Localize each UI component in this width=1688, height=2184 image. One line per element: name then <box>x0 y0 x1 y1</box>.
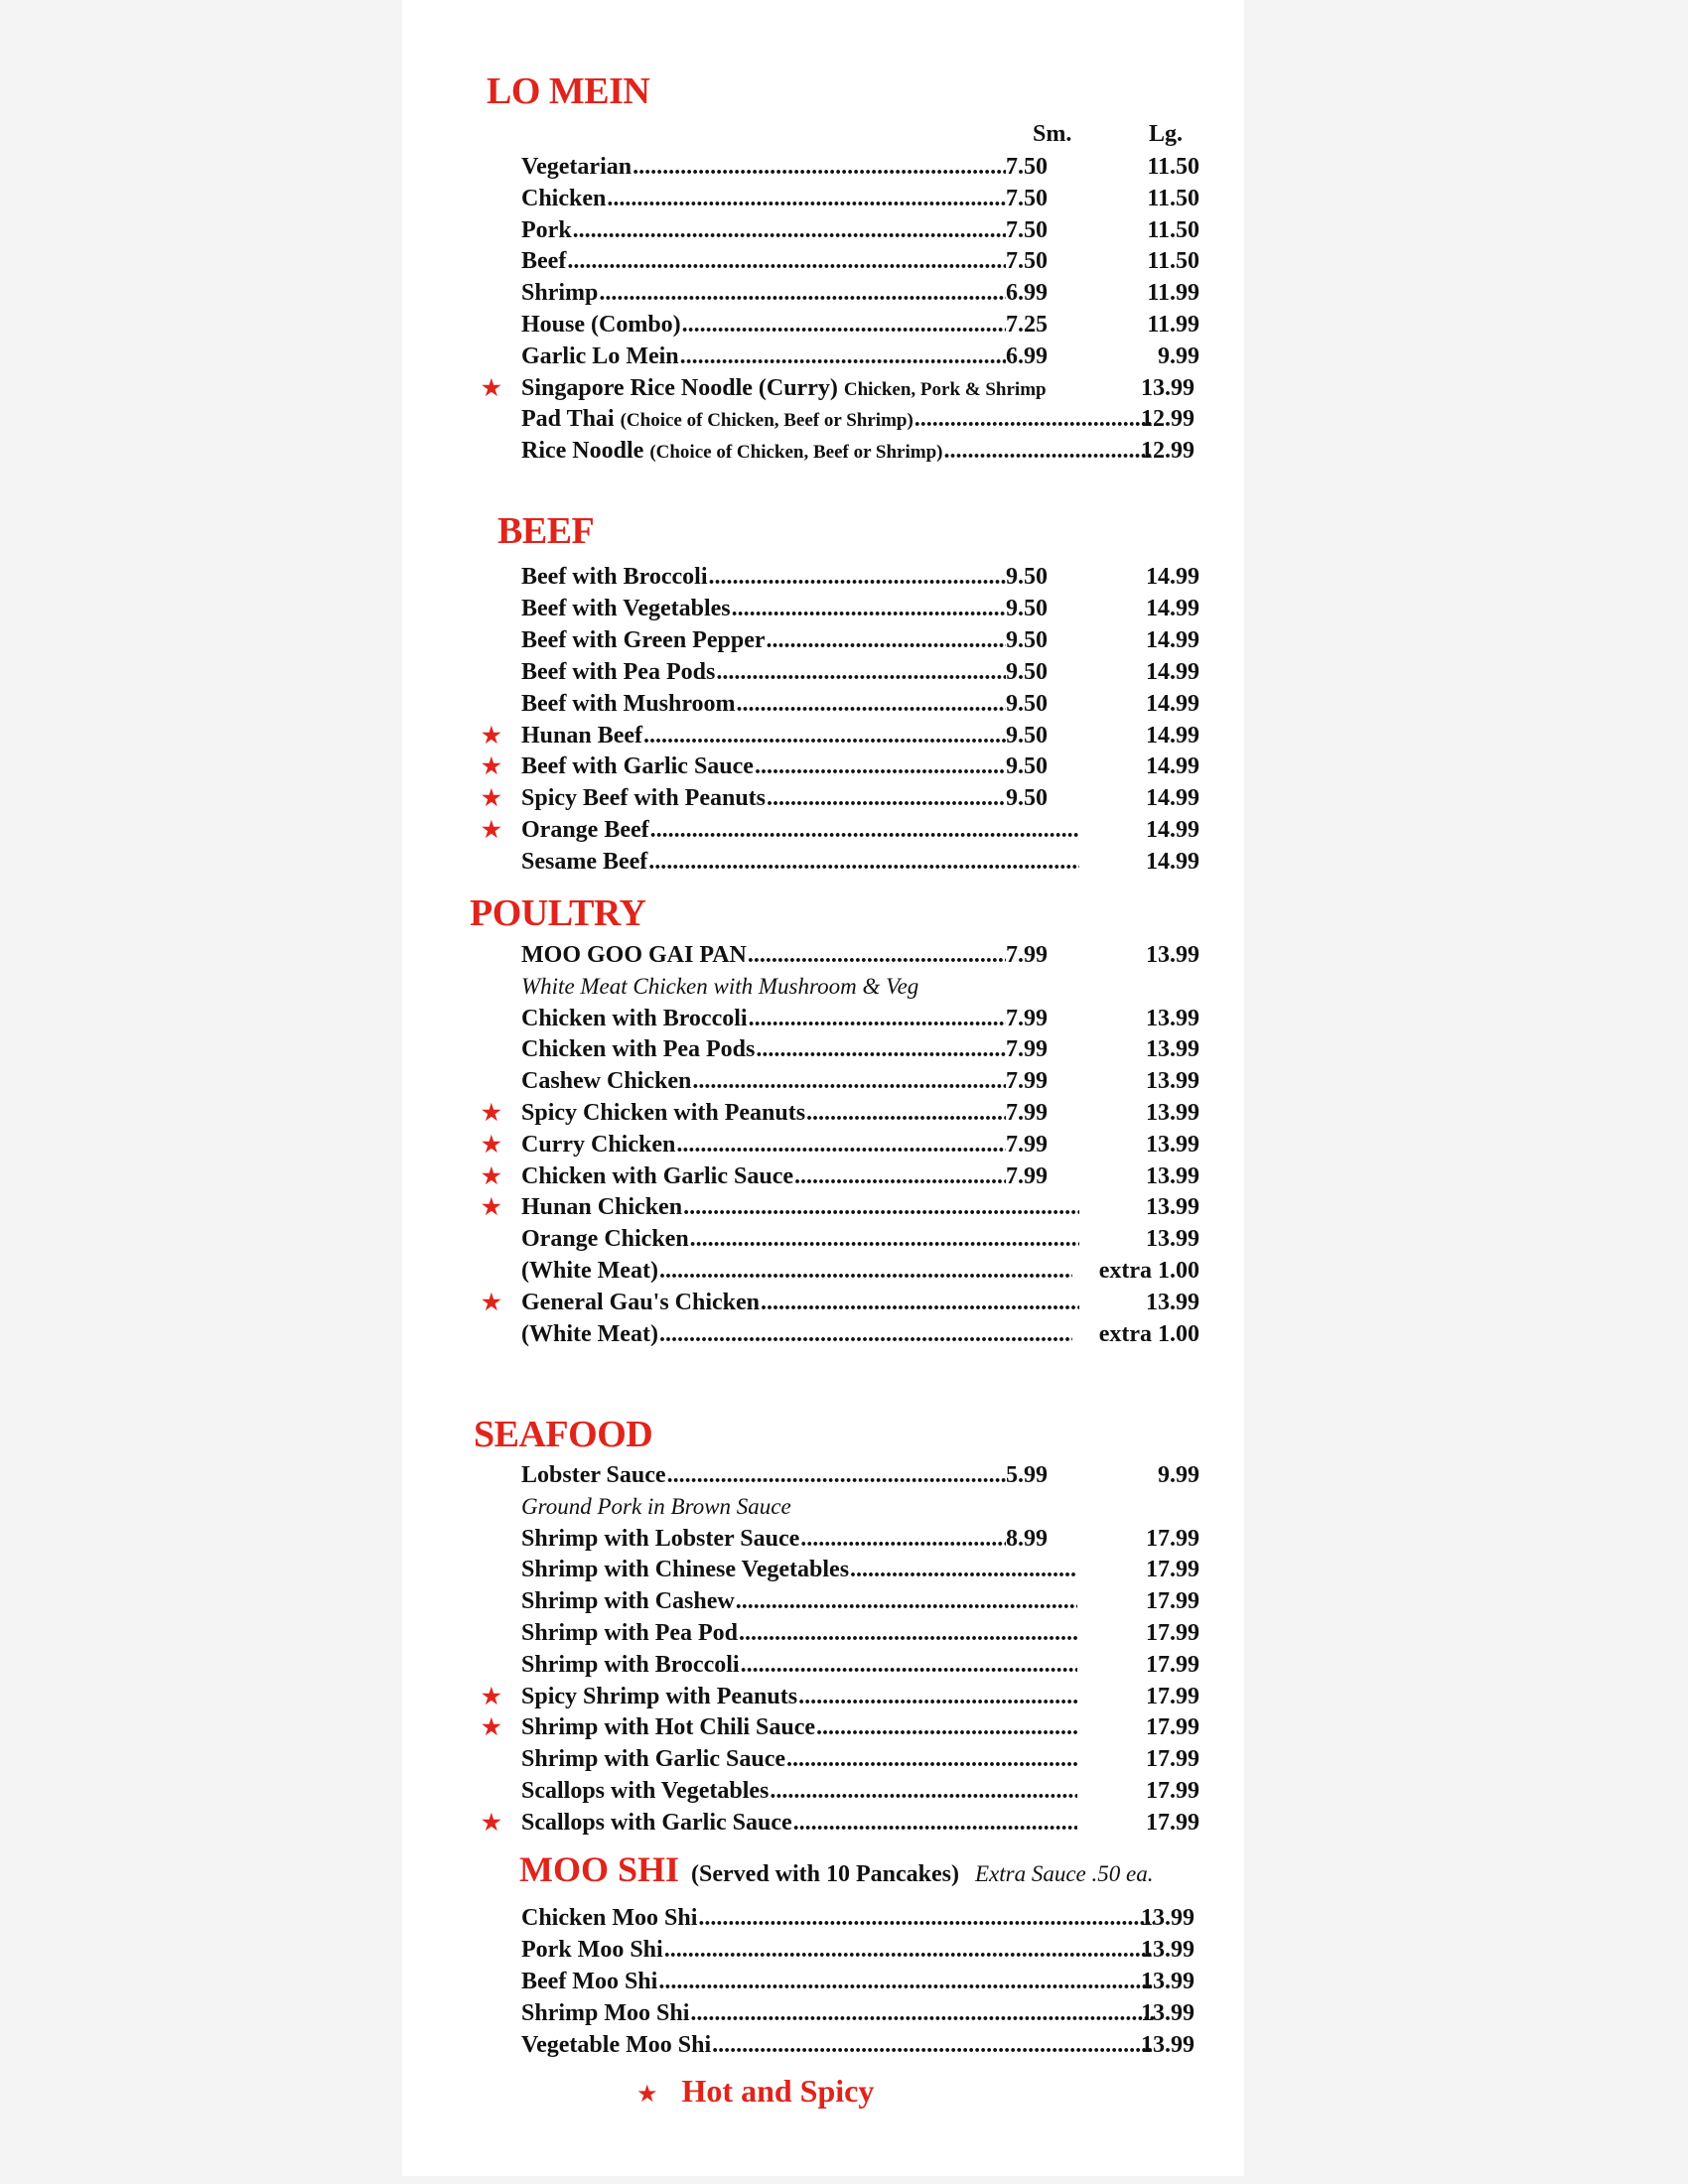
item-name: Chicken Moo Shi <box>521 1905 698 1931</box>
menu-item <box>402 245 1244 277</box>
item-name: Shrimp with Broccoli <box>521 1651 740 1678</box>
menu-item <box>402 183 1244 214</box>
price-large: extra 1.00 <box>1098 1258 1199 1284</box>
dot-leader <box>748 939 1006 971</box>
menu-item <box>402 309 1244 341</box>
item-leader <box>521 782 1048 814</box>
price-large: 9.99 <box>1158 1462 1199 1488</box>
price-small: 7.99 <box>1006 942 1048 968</box>
price-large: 13.99 <box>1146 1289 1199 1315</box>
item-name: Beef Moo Shi <box>521 1968 658 1994</box>
dot-leader <box>573 214 1006 246</box>
item-leader <box>521 1065 1048 1097</box>
item-leader <box>521 1807 1077 1839</box>
item-name: Shrimp with Cashew <box>521 1588 735 1615</box>
dot-leader <box>806 1097 1006 1129</box>
column-header-small: Sm. <box>1033 121 1072 147</box>
price-small: 9.50 <box>1006 753 1048 780</box>
price-small: 7.50 <box>1006 154 1048 180</box>
dot-leader <box>698 1902 1154 1934</box>
dot-leader <box>786 1743 1077 1775</box>
item-name: Shrimp with Lobster Sauce <box>521 1525 800 1552</box>
item-name: Pork Moo Shi <box>521 1936 663 1963</box>
dot-leader <box>794 1160 1006 1192</box>
item-leader <box>521 624 1048 656</box>
price-large: 11.50 <box>1147 185 1199 211</box>
price-large: 13.99 <box>1141 1905 1195 1931</box>
dot-leader <box>664 1934 1154 1966</box>
menu-item <box>402 939 1244 971</box>
menu-item <box>402 1554 1244 1585</box>
item-leader <box>521 751 1048 782</box>
item-note: Ground Pork in Brown Sauce <box>521 1493 791 1519</box>
item-leader <box>521 1775 1077 1807</box>
menu-item <box>402 1711 1244 1743</box>
item-detail: (Choice of Chicken, Beef or Shrimp) <box>620 410 914 432</box>
moo-shi-extra-sauce-note: Extra Sauce .50 ea. <box>975 1861 1154 1886</box>
item-leader <box>521 688 1048 720</box>
menu-item <box>402 624 1244 656</box>
item-leader <box>521 151 1048 183</box>
item-leader <box>521 1743 1077 1775</box>
price-large: 17.99 <box>1146 1525 1199 1552</box>
dot-leader <box>712 2029 1154 2061</box>
star-icon: ★ <box>636 2082 658 2108</box>
item-name: Shrimp Moo Shi <box>521 1999 690 2026</box>
item-leader <box>521 1554 1077 1585</box>
dot-leader <box>816 1711 1077 1743</box>
item-leader <box>521 1649 1077 1681</box>
price-large: 13.99 <box>1146 1100 1199 1126</box>
star-icon: ★ <box>482 1289 501 1314</box>
dot-leader <box>633 151 1006 183</box>
item-leader <box>521 1966 1154 1997</box>
star-icon: ★ <box>482 1809 501 1835</box>
item-name: Singapore Rice Noodle (Curry) <box>521 374 838 401</box>
item-leader <box>521 403 1152 437</box>
menu-item <box>402 372 1244 404</box>
price-large: 13.99 <box>1141 2031 1195 2058</box>
item-name: Orange Beef <box>521 817 649 844</box>
dot-leader <box>850 1554 1077 1585</box>
price-large: 13.99 <box>1141 1999 1195 2026</box>
menu-item <box>402 1255 1244 1287</box>
item-leader <box>521 1160 1048 1192</box>
price-large: 12.99 <box>1141 406 1195 433</box>
menu-item <box>402 1617 1244 1649</box>
dot-leader <box>607 183 1006 214</box>
dot-leader <box>680 341 1006 372</box>
price-small: 7.99 <box>1006 1162 1048 1189</box>
dot-leader <box>737 688 1006 720</box>
price-large: 11.50 <box>1147 248 1199 275</box>
dot-leader <box>667 1459 1006 1491</box>
item-name: Beef with Mushroom <box>521 690 736 717</box>
price-large: 13.99 <box>1146 942 1199 968</box>
price-large: 14.99 <box>1146 753 1199 780</box>
item-name: Lobster Sauce <box>521 1462 666 1488</box>
dot-leader <box>793 1807 1077 1839</box>
item-leader <box>521 1255 1072 1287</box>
dot-leader <box>800 1523 1006 1555</box>
item-leader <box>521 846 1079 878</box>
item-leader <box>521 656 1048 688</box>
price-large: 13.99 <box>1146 1005 1199 1031</box>
item-leader <box>521 1033 1048 1065</box>
column-header-large: Lg. <box>1149 121 1184 147</box>
item-leader <box>521 1491 1077 1523</box>
item-leader <box>521 1585 1077 1617</box>
section-title-seafood: SEAFOOD <box>474 1414 653 1455</box>
dot-leader <box>739 1617 1077 1649</box>
price-small: 6.99 <box>1006 342 1048 369</box>
menu-page <box>402 0 1244 2176</box>
price-large: 13.99 <box>1146 1068 1199 1095</box>
price-large: 14.99 <box>1146 817 1199 844</box>
item-leader <box>521 1711 1077 1743</box>
price-large: 14.99 <box>1146 722 1199 749</box>
item-name: Scallops with Vegetables <box>521 1778 770 1804</box>
price-small: 9.50 <box>1006 690 1048 717</box>
price-large: 13.99 <box>1141 1936 1195 1963</box>
price-small: 9.50 <box>1006 564 1048 590</box>
item-detail: (Choice of Chicken, Beef or Shrimp) <box>649 442 943 464</box>
star-icon: ★ <box>482 1714 501 1740</box>
menu-item <box>402 1223 1244 1255</box>
menu-item <box>402 341 1244 372</box>
item-description <box>402 1491 1244 1523</box>
moo-shi-subtitle: (Served with 10 Pancakes) <box>691 1861 959 1887</box>
dot-leader <box>767 624 1007 656</box>
item-name: Chicken with Garlic Sauce <box>521 1162 793 1189</box>
menu-item <box>402 561 1244 593</box>
item-leader <box>521 1287 1079 1318</box>
price-large: 17.99 <box>1146 1683 1199 1709</box>
star-icon: ★ <box>482 753 501 779</box>
section-title-lo-mein: LO MEIN <box>487 70 650 112</box>
dot-leader <box>914 403 1152 435</box>
menu-item <box>402 1033 1244 1065</box>
item-leader <box>521 1003 1048 1034</box>
menu-item <box>402 1934 1244 1966</box>
price-large: 9.99 <box>1158 342 1199 369</box>
price-small: 7.50 <box>1006 185 1048 211</box>
item-leader <box>521 277 1048 309</box>
legend-label: Hot and Spicy <box>681 2073 875 2109</box>
dot-leader <box>749 1003 1006 1034</box>
dot-leader <box>567 245 1006 277</box>
price-large: 11.50 <box>1147 216 1199 243</box>
item-name: Shrimp with Hot Chili Sauce <box>521 1714 816 1741</box>
item-name: Vegetable Moo Shi <box>521 2031 712 2058</box>
menu-item <box>402 403 1244 435</box>
menu-item <box>402 151 1244 183</box>
menu-item <box>402 1681 1244 1712</box>
price-large: 12.99 <box>1141 438 1195 465</box>
item-name: Pork <box>521 216 572 243</box>
menu-item <box>402 1523 1244 1555</box>
star-icon: ★ <box>482 722 501 748</box>
dot-leader <box>741 1649 1077 1681</box>
menu-item <box>402 1966 1244 1997</box>
menu-item <box>402 1065 1244 1097</box>
item-leader <box>521 1617 1077 1649</box>
item-name: Beef with Broccoli <box>521 564 708 590</box>
price-large: 17.99 <box>1146 1746 1199 1773</box>
item-detail: Chicken, Pork & Shrimp <box>843 378 1047 400</box>
menu-item <box>402 2029 1244 2061</box>
dot-leader <box>683 1191 1079 1223</box>
price-small: 7.99 <box>1006 1068 1048 1095</box>
star-icon: ★ <box>482 1162 501 1188</box>
menu-item <box>402 1287 1244 1318</box>
price-large: 17.99 <box>1146 1651 1199 1678</box>
price-small: 7.50 <box>1006 216 1048 243</box>
dot-leader <box>650 814 1079 846</box>
item-name: Vegetarian <box>521 154 633 180</box>
price-large: extra 1.00 <box>1098 1320 1199 1347</box>
price-large: 14.99 <box>1146 595 1199 621</box>
star-icon: ★ <box>482 374 501 400</box>
menu-item <box>402 1902 1244 1934</box>
item-leader <box>521 2029 1154 2061</box>
dot-leader <box>709 561 1006 593</box>
menu-item <box>402 1003 1244 1034</box>
item-name: Shrimp with Chinese Vegetables <box>521 1557 850 1583</box>
item-leader <box>521 1902 1154 1934</box>
menu-item <box>402 751 1244 782</box>
menu-item <box>402 593 1244 624</box>
item-leader <box>521 1318 1072 1350</box>
item-description <box>402 971 1244 1003</box>
menu-item <box>402 656 1244 688</box>
price-large: 14.99 <box>1146 849 1199 876</box>
price-small: 9.50 <box>1006 658 1048 685</box>
item-leader <box>521 372 1117 406</box>
price-small: 9.50 <box>1006 722 1048 749</box>
item-leader <box>521 1523 1048 1555</box>
item-leader <box>521 939 1048 971</box>
dot-leader <box>767 782 1006 814</box>
item-name: Beef with Vegetables <box>521 595 731 621</box>
dot-leader <box>643 720 1006 751</box>
dot-leader <box>690 1223 1079 1255</box>
menu-item <box>402 1997 1244 2029</box>
item-name: Garlic Lo Mein <box>521 342 679 369</box>
dot-leader <box>944 435 1153 467</box>
price-large: 17.99 <box>1146 1809 1199 1836</box>
section-title-beef: BEEF <box>497 510 595 552</box>
star-icon: ★ <box>482 785 501 811</box>
item-leader <box>521 720 1048 751</box>
item-name: Hunan Beef <box>521 722 643 749</box>
star-icon: ★ <box>482 1194 501 1220</box>
item-leader <box>521 341 1048 372</box>
price-small: 7.25 <box>1006 312 1048 338</box>
menu-item <box>402 1649 1244 1681</box>
price-large: 11.99 <box>1147 312 1199 338</box>
star-icon: ★ <box>482 1683 501 1708</box>
price-small: 5.99 <box>1006 1462 1048 1488</box>
menu-item <box>402 1775 1244 1807</box>
price-large: 11.99 <box>1147 280 1199 307</box>
item-leader <box>521 1459 1048 1491</box>
hot-and-spicy-legend <box>636 2073 874 2110</box>
price-large: 13.99 <box>1146 1036 1199 1063</box>
item-name: Spicy Chicken with Peanuts <box>521 1100 806 1126</box>
menu-item <box>402 1585 1244 1617</box>
item-name: Pad Thai <box>521 406 615 433</box>
menu-item <box>402 277 1244 309</box>
item-name: MOO GOO GAI PAN <box>521 942 747 968</box>
dot-leader <box>732 593 1006 624</box>
menu-item <box>402 1097 1244 1129</box>
item-name: General Gau's Chicken <box>521 1289 761 1315</box>
price-large: 14.99 <box>1146 626 1199 653</box>
item-name: Beef with Pea Pods <box>521 658 716 685</box>
menu-item <box>402 814 1244 846</box>
dot-leader <box>648 846 1079 878</box>
item-name: House (Combo) <box>521 312 681 338</box>
dot-leader <box>599 277 1006 309</box>
price-small: 9.50 <box>1006 785 1048 812</box>
price-large: 14.99 <box>1146 690 1199 717</box>
price-large: 13.99 <box>1146 1226 1199 1253</box>
dot-leader <box>692 1065 1006 1097</box>
item-name: Rice Noodle <box>521 438 644 465</box>
item-name: Spicy Beef with Peanuts <box>521 785 766 812</box>
dot-leader <box>756 1033 1006 1065</box>
item-leader <box>521 814 1079 846</box>
price-large: 14.99 <box>1146 658 1199 685</box>
item-leader <box>521 1681 1077 1712</box>
dot-leader <box>690 1997 1154 2029</box>
dot-leader <box>659 1255 1072 1287</box>
item-leader <box>521 214 1048 246</box>
menu-item <box>402 688 1244 720</box>
menu-item <box>402 1160 1244 1192</box>
item-name: Beef with Green Pepper <box>521 626 766 653</box>
price-small: 7.99 <box>1006 1100 1048 1126</box>
price-large: 17.99 <box>1146 1588 1199 1615</box>
dot-leader <box>798 1681 1077 1712</box>
item-leader <box>521 971 1077 1003</box>
item-name: (White Meat) <box>521 1258 658 1284</box>
item-leader <box>521 593 1048 624</box>
star-icon: ★ <box>482 817 501 843</box>
item-name: Beef <box>521 248 567 275</box>
item-name: Spicy Shrimp with Peanuts <box>521 1683 798 1709</box>
item-name: Chicken with Pea Pods <box>521 1036 756 1063</box>
item-leader <box>521 309 1048 341</box>
price-large: 17.99 <box>1146 1620 1199 1646</box>
price-small: 6.99 <box>1006 280 1048 307</box>
item-name: Hunan Chicken <box>521 1194 683 1221</box>
price-small: 7.99 <box>1006 1131 1048 1158</box>
item-leader <box>521 561 1048 593</box>
menu-item <box>402 1129 1244 1160</box>
menu-item <box>402 214 1244 246</box>
price-large: 13.99 <box>1146 1131 1199 1158</box>
star-icon: ★ <box>482 1100 501 1125</box>
section-title-moo-shi: MOO SHI <box>519 1849 680 1889</box>
menu-item <box>402 1743 1244 1775</box>
item-leader <box>521 1997 1154 2029</box>
item-leader <box>521 1223 1079 1255</box>
price-large: 17.99 <box>1146 1778 1199 1804</box>
item-note: White Meat Chicken with Mushroom & Veg <box>521 973 919 999</box>
item-leader <box>521 1934 1154 1966</box>
price-small: 8.99 <box>1006 1525 1048 1552</box>
item-name: Chicken with Broccoli <box>521 1005 748 1031</box>
price-large: 14.99 <box>1146 564 1199 590</box>
item-name: Scallops with Garlic Sauce <box>521 1809 792 1836</box>
item-leader <box>521 435 1152 469</box>
price-large: 11.50 <box>1147 154 1199 180</box>
price-large: 13.99 <box>1141 374 1195 401</box>
price-large: 17.99 <box>1146 1557 1199 1583</box>
item-name: Chicken <box>521 185 607 211</box>
item-name: Beef with Garlic Sauce <box>521 753 754 780</box>
item-leader <box>521 1097 1048 1129</box>
price-large: 13.99 <box>1141 1968 1195 1994</box>
item-leader <box>521 1191 1079 1223</box>
menu-item <box>402 1318 1244 1350</box>
price-large: 13.99 <box>1146 1162 1199 1189</box>
dot-leader <box>676 1129 1006 1160</box>
menu-item <box>402 846 1244 878</box>
dot-leader <box>716 656 1006 688</box>
price-small: 9.50 <box>1006 626 1048 653</box>
dot-leader <box>682 309 1006 341</box>
menu-item <box>402 435 1244 467</box>
menu-item <box>402 1191 1244 1223</box>
menu-item <box>402 782 1244 814</box>
item-name: Sesame Beef <box>521 849 648 876</box>
item-name: Cashew Chicken <box>521 1068 692 1095</box>
item-leader <box>521 183 1048 214</box>
item-name: (White Meat) <box>521 1320 658 1347</box>
price-small: 9.50 <box>1006 595 1048 621</box>
item-name: Shrimp with Garlic Sauce <box>521 1746 786 1773</box>
menu-item <box>402 720 1244 751</box>
dot-leader <box>755 751 1006 782</box>
item-name: Orange Chicken <box>521 1226 689 1253</box>
dot-leader <box>736 1585 1077 1617</box>
price-large: 17.99 <box>1146 1714 1199 1741</box>
item-name: Shrimp with Pea Pod <box>521 1620 739 1646</box>
menu-item <box>402 1807 1244 1839</box>
dot-leader <box>658 1966 1154 1997</box>
star-icon: ★ <box>482 1131 501 1157</box>
item-leader <box>521 245 1048 277</box>
section-title-poultry: POULTRY <box>470 892 646 934</box>
item-name: Shrimp <box>521 280 599 307</box>
dot-leader <box>761 1287 1079 1318</box>
price-large: 13.99 <box>1146 1194 1199 1221</box>
price-small: 7.99 <box>1006 1005 1048 1031</box>
price-large: 14.99 <box>1146 785 1199 812</box>
menu-item <box>402 1459 1244 1491</box>
price-small: 7.99 <box>1006 1036 1048 1063</box>
item-name: Curry Chicken <box>521 1131 676 1158</box>
price-small: 7.50 <box>1006 248 1048 275</box>
item-leader <box>521 1129 1048 1160</box>
moo-shi-header <box>519 1848 1153 1890</box>
dot-leader <box>659 1318 1072 1350</box>
dot-leader <box>770 1775 1077 1807</box>
